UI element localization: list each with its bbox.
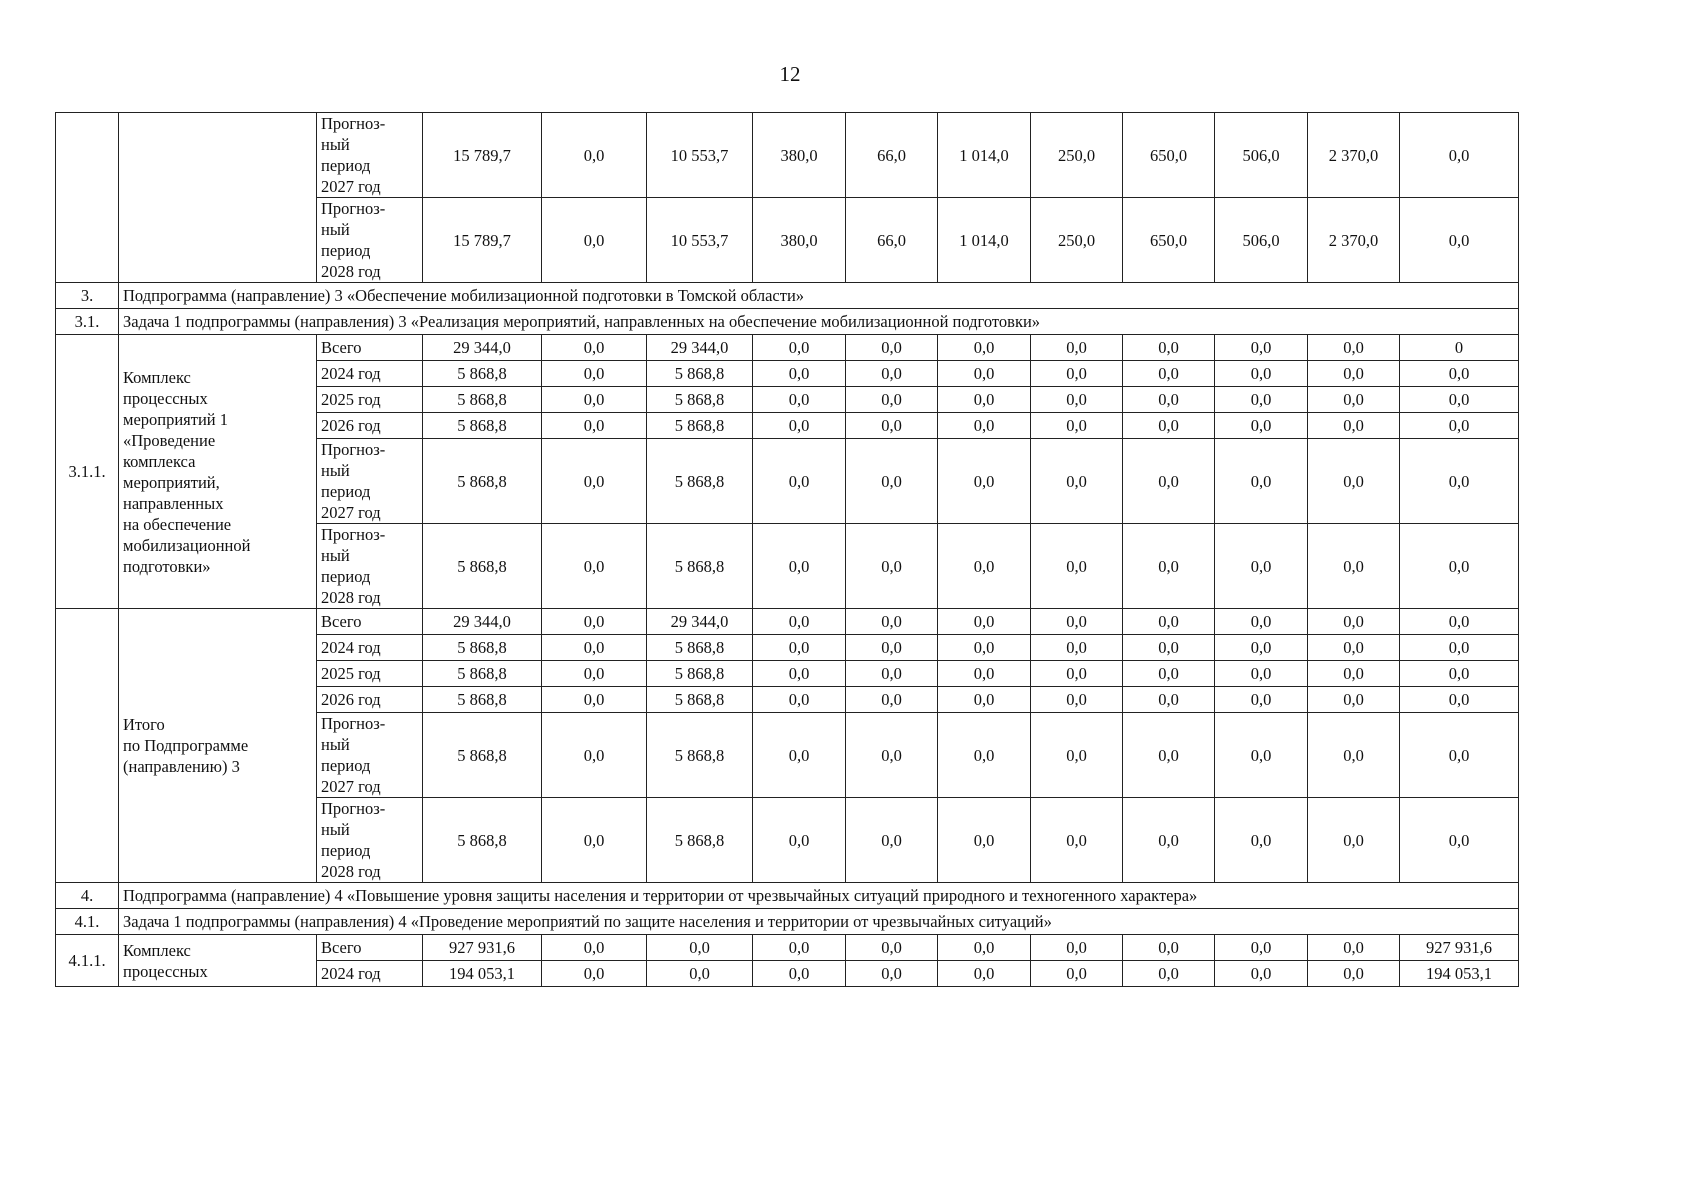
value-cell: 0,0 <box>938 935 1031 961</box>
value-cell: 250,0 <box>1031 113 1123 198</box>
value-cell: 0,0 <box>846 687 938 713</box>
value-cell: 0,0 <box>846 609 938 635</box>
table-row <box>56 113 1519 198</box>
value-cell: 0,0 <box>1400 413 1519 439</box>
value-cell: 15 789,7 <box>423 198 542 283</box>
value-cell: 29 344,0 <box>647 609 753 635</box>
value-cell: 0,0 <box>1031 687 1123 713</box>
value-cell: 5 868,8 <box>423 713 542 798</box>
value-cell: 0,0 <box>846 439 938 524</box>
value-cell: 0,0 <box>1308 935 1400 961</box>
value-cell: 0,0 <box>938 439 1031 524</box>
value-cell: 0,0 <box>1123 524 1215 609</box>
value-cell: 5 868,8 <box>423 439 542 524</box>
value-cell: 5 868,8 <box>423 524 542 609</box>
row-number: 4.1.1. <box>56 935 119 987</box>
value-cell: 0,0 <box>753 635 846 661</box>
value-cell: 194 053,1 <box>1400 961 1519 987</box>
value-cell: 0,0 <box>1215 387 1308 413</box>
value-cell: 0,0 <box>938 798 1031 883</box>
section-row <box>56 909 1519 935</box>
value-cell: 0,0 <box>753 413 846 439</box>
value-cell: 0,0 <box>846 335 938 361</box>
value-cell: 0,0 <box>938 961 1031 987</box>
value-cell: 0,0 <box>1308 387 1400 413</box>
value-cell: 5 868,8 <box>423 413 542 439</box>
value-cell: 0,0 <box>1215 439 1308 524</box>
value-cell: 0,0 <box>1123 609 1215 635</box>
value-cell: 0,0 <box>846 713 938 798</box>
value-cell: 29 344,0 <box>423 335 542 361</box>
value-cell: 0,0 <box>1400 361 1519 387</box>
value-cell: 29 344,0 <box>647 335 753 361</box>
period-cell: Всего <box>317 935 423 961</box>
value-cell: 0,0 <box>1400 387 1519 413</box>
value-cell: 0,0 <box>542 387 647 413</box>
value-cell: 0,0 <box>1123 687 1215 713</box>
value-cell: 506,0 <box>1215 198 1308 283</box>
value-cell: 0,0 <box>846 361 938 387</box>
value-cell: 0,0 <box>1215 798 1308 883</box>
value-cell: 1 014,0 <box>938 198 1031 283</box>
value-cell: 0,0 <box>938 413 1031 439</box>
table-row <box>56 335 1519 361</box>
value-cell: 0,0 <box>753 361 846 387</box>
value-cell: 0,0 <box>1031 935 1123 961</box>
value-cell: 0,0 <box>1215 661 1308 687</box>
value-cell: 0,0 <box>1123 413 1215 439</box>
value-cell: 0,0 <box>1400 798 1519 883</box>
value-cell: 5 868,8 <box>423 387 542 413</box>
value-cell: 0,0 <box>647 935 753 961</box>
value-cell: 2 370,0 <box>1308 198 1400 283</box>
section-row <box>56 283 1519 309</box>
value-cell: 0,0 <box>1215 524 1308 609</box>
value-cell: 0,0 <box>753 687 846 713</box>
value-cell: 0,0 <box>846 661 938 687</box>
row-number: 3.1.1. <box>56 335 119 609</box>
value-cell: 0,0 <box>1031 387 1123 413</box>
value-cell: 0,0 <box>753 439 846 524</box>
value-cell: 0,0 <box>938 661 1031 687</box>
value-cell: 5 868,8 <box>423 361 542 387</box>
value-cell: 0,0 <box>753 798 846 883</box>
value-cell: 0,0 <box>1123 335 1215 361</box>
value-cell: 0,0 <box>1308 439 1400 524</box>
value-cell: 0,0 <box>753 335 846 361</box>
value-cell: 10 553,7 <box>647 113 753 198</box>
value-cell: 0,0 <box>1031 961 1123 987</box>
value-cell: 0,0 <box>1308 335 1400 361</box>
value-cell: 650,0 <box>1123 198 1215 283</box>
value-cell: 5 868,8 <box>647 713 753 798</box>
value-cell: 506,0 <box>1215 113 1308 198</box>
value-cell: 0,0 <box>1031 335 1123 361</box>
value-cell: 15 789,7 <box>423 113 542 198</box>
period-cell: Прогноз- ный период 2028 год <box>317 798 423 883</box>
value-cell: 0,0 <box>1031 361 1123 387</box>
value-cell: 0,0 <box>1031 524 1123 609</box>
value-cell: 0,0 <box>1400 198 1519 283</box>
value-cell: 0,0 <box>1308 713 1400 798</box>
value-cell: 927 931,6 <box>423 935 542 961</box>
value-cell: 250,0 <box>1031 198 1123 283</box>
value-cell: 5 868,8 <box>647 798 753 883</box>
value-cell: 66,0 <box>846 198 938 283</box>
value-cell: 0,0 <box>1400 439 1519 524</box>
value-cell: 0,0 <box>1123 713 1215 798</box>
value-cell: 0,0 <box>938 713 1031 798</box>
task-number: 3.1. <box>56 309 119 335</box>
value-cell: 0,0 <box>1215 413 1308 439</box>
value-cell: 0,0 <box>1031 635 1123 661</box>
value-cell: 5 868,8 <box>647 361 753 387</box>
value-cell: 0,0 <box>542 635 647 661</box>
value-cell: 650,0 <box>1123 113 1215 198</box>
value-cell: 0,0 <box>1400 661 1519 687</box>
value-cell: 0,0 <box>1031 439 1123 524</box>
value-cell: 0,0 <box>1123 387 1215 413</box>
budget-table <box>55 112 1519 987</box>
value-cell: 5 868,8 <box>423 687 542 713</box>
period-cell: 2024 год <box>317 961 423 987</box>
period-cell: 2026 год <box>317 413 423 439</box>
value-cell: 0,0 <box>1400 713 1519 798</box>
value-cell: 0,0 <box>846 387 938 413</box>
value-cell: 0,0 <box>1123 961 1215 987</box>
activity-name: Комплекс процессных <box>119 935 317 987</box>
value-cell: 0,0 <box>753 609 846 635</box>
value-cell: 0,0 <box>1215 361 1308 387</box>
value-cell: 5 868,8 <box>647 387 753 413</box>
value-cell: 0,0 <box>542 961 647 987</box>
value-cell: 0,0 <box>938 335 1031 361</box>
period-cell: Прогноз- ный период 2028 год <box>317 198 423 283</box>
value-cell: 0,0 <box>647 961 753 987</box>
value-cell: 0,0 <box>938 609 1031 635</box>
value-cell: 380,0 <box>753 113 846 198</box>
period-cell: 2025 год <box>317 387 423 413</box>
value-cell: 0,0 <box>938 524 1031 609</box>
value-cell: 0,0 <box>1215 687 1308 713</box>
period-cell: Прогноз- ный период 2027 год <box>317 713 423 798</box>
value-cell: 0,0 <box>542 439 647 524</box>
period-cell: 2024 год <box>317 361 423 387</box>
value-cell: 0,0 <box>542 113 647 198</box>
value-cell: 0,0 <box>542 713 647 798</box>
period-cell: Всего <box>317 609 423 635</box>
value-cell: 0,0 <box>846 798 938 883</box>
value-cell: 0,0 <box>1215 713 1308 798</box>
value-cell: 0,0 <box>1215 961 1308 987</box>
period-cell: 2024 год <box>317 635 423 661</box>
value-cell: 5 868,8 <box>647 524 753 609</box>
value-cell: 0,0 <box>753 713 846 798</box>
value-cell: 0,0 <box>542 609 647 635</box>
value-cell: 0,0 <box>846 635 938 661</box>
name-cell-empty <box>119 113 317 283</box>
value-cell: 0,0 <box>846 413 938 439</box>
section-row <box>56 309 1519 335</box>
value-cell: 0,0 <box>542 198 647 283</box>
section-title: Подпрограмма (направление) 4 «Повышение уровня защиты населения и территории от чрезвычайных ситуаций природного и техногенного характера» <box>119 883 1519 909</box>
task-title: Задача 1 подпрограммы (направления) 3 «Реализация мероприятий, направленных на обеспечение мобилизационной подготовки» <box>119 309 1519 335</box>
value-cell: 0,0 <box>753 524 846 609</box>
value-cell: 0,0 <box>753 387 846 413</box>
value-cell: 0,0 <box>1215 635 1308 661</box>
section-number: 4. <box>56 883 119 909</box>
value-cell: 5 868,8 <box>647 687 753 713</box>
value-cell: 0,0 <box>1308 609 1400 635</box>
period-cell: Прогноз- ный период 2027 год <box>317 113 423 198</box>
value-cell: 0,0 <box>1215 335 1308 361</box>
period-cell: Прогноз- ный период 2028 год <box>317 524 423 609</box>
value-cell: 0,0 <box>1123 798 1215 883</box>
value-cell: 0,0 <box>1123 661 1215 687</box>
value-cell: 0,0 <box>542 413 647 439</box>
table-row <box>56 935 1519 961</box>
value-cell: 0,0 <box>938 387 1031 413</box>
activity-name: Комплекс процессных мероприятий 1 «Проведение комплекса мероприятий, направленных на обеспечение мобилизационной подготовки» <box>119 335 317 609</box>
value-cell: 0,0 <box>1400 609 1519 635</box>
value-cell: 0,0 <box>1308 687 1400 713</box>
value-cell: 0,0 <box>542 661 647 687</box>
section-number: 3. <box>56 283 119 309</box>
value-cell: 0,0 <box>542 798 647 883</box>
value-cell: 0,0 <box>1031 609 1123 635</box>
value-cell: 5 868,8 <box>647 413 753 439</box>
value-cell: 0 <box>1400 335 1519 361</box>
value-cell: 0,0 <box>753 961 846 987</box>
row-number-empty <box>56 113 119 283</box>
table-row <box>56 609 1519 635</box>
value-cell: 0,0 <box>1123 439 1215 524</box>
value-cell: 0,0 <box>1031 713 1123 798</box>
page-number: 12 <box>779 62 801 86</box>
value-cell: 0,0 <box>1031 661 1123 687</box>
value-cell: 0,0 <box>1400 635 1519 661</box>
value-cell: 10 553,7 <box>647 198 753 283</box>
value-cell: 194 053,1 <box>423 961 542 987</box>
value-cell: 66,0 <box>846 113 938 198</box>
section-row <box>56 883 1519 909</box>
value-cell: 0,0 <box>542 687 647 713</box>
value-cell: 0,0 <box>1215 609 1308 635</box>
value-cell: 0,0 <box>938 361 1031 387</box>
value-cell: 0,0 <box>1308 413 1400 439</box>
value-cell: 5 868,8 <box>423 635 542 661</box>
value-cell: 0,0 <box>1123 935 1215 961</box>
value-cell: 0,0 <box>753 935 846 961</box>
value-cell: 0,0 <box>846 935 938 961</box>
value-cell: 5 868,8 <box>647 635 753 661</box>
value-cell: 0,0 <box>846 961 938 987</box>
value-cell: 1 014,0 <box>938 113 1031 198</box>
value-cell: 0,0 <box>1215 935 1308 961</box>
period-cell: Прогноз- ный период 2027 год <box>317 439 423 524</box>
total-label: Итого по Подпрограмме (направлению) 3 <box>119 609 317 883</box>
value-cell: 0,0 <box>846 524 938 609</box>
value-cell: 0,0 <box>1400 524 1519 609</box>
value-cell: 0,0 <box>1308 524 1400 609</box>
period-cell: 2026 год <box>317 687 423 713</box>
value-cell: 0,0 <box>1031 413 1123 439</box>
value-cell: 0,0 <box>1123 635 1215 661</box>
value-cell: 0,0 <box>1308 361 1400 387</box>
value-cell: 0,0 <box>1400 687 1519 713</box>
value-cell: 5 868,8 <box>647 439 753 524</box>
value-cell: 0,0 <box>1400 113 1519 198</box>
task-title: Задача 1 подпрограммы (направления) 4 «Проведение мероприятий по защите населения и территории от чрезвычайных ситуаций» <box>119 909 1519 935</box>
value-cell: 0,0 <box>1123 361 1215 387</box>
value-cell: 0,0 <box>1308 635 1400 661</box>
value-cell: 0,0 <box>542 361 647 387</box>
value-cell: 5 868,8 <box>423 798 542 883</box>
value-cell: 5 868,8 <box>423 661 542 687</box>
section-title: Подпрограмма (направление) 3 «Обеспечение мобилизационной подготовки в Томской области» <box>119 283 1519 309</box>
value-cell: 0,0 <box>753 661 846 687</box>
value-cell: 0,0 <box>542 935 647 961</box>
value-cell: 2 370,0 <box>1308 113 1400 198</box>
row-number <box>56 609 119 883</box>
period-cell: 2025 год <box>317 661 423 687</box>
value-cell: 927 931,6 <box>1400 935 1519 961</box>
value-cell: 0,0 <box>938 687 1031 713</box>
value-cell: 29 344,0 <box>423 609 542 635</box>
value-cell: 0,0 <box>938 635 1031 661</box>
value-cell: 0,0 <box>542 335 647 361</box>
value-cell: 0,0 <box>1308 798 1400 883</box>
value-cell: 0,0 <box>1031 798 1123 883</box>
value-cell: 0,0 <box>1308 961 1400 987</box>
value-cell: 5 868,8 <box>647 661 753 687</box>
task-number: 4.1. <box>56 909 119 935</box>
value-cell: 380,0 <box>753 198 846 283</box>
value-cell: 0,0 <box>542 524 647 609</box>
period-cell: Всего <box>317 335 423 361</box>
value-cell: 0,0 <box>1308 661 1400 687</box>
